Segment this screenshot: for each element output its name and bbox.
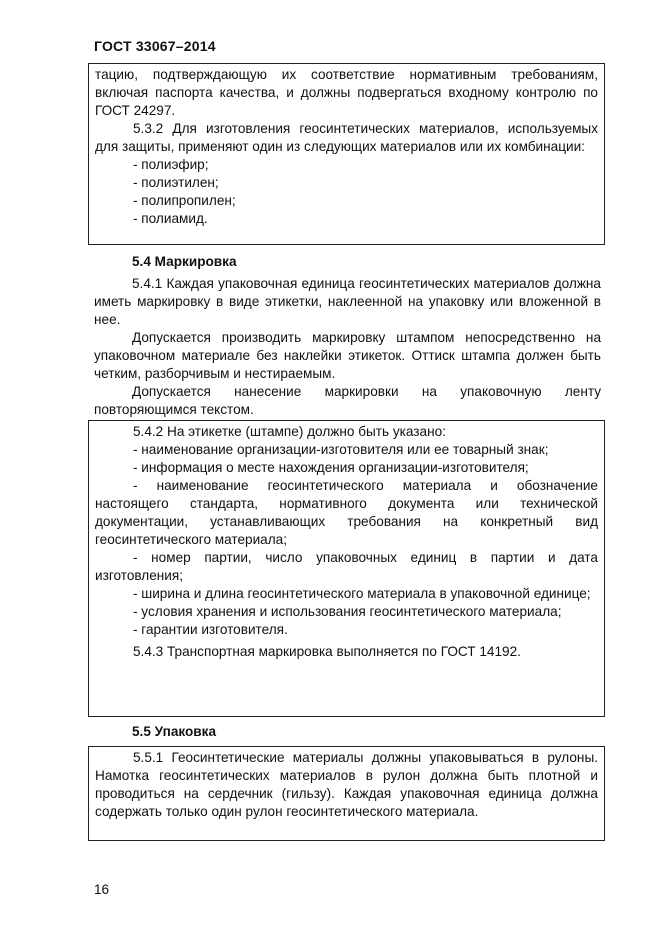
list-item: - ширина и длина геосинтетического материала в упаковочной единице; <box>133 586 591 601</box>
paragraph-5-4-1: 5.4.1 Каждая упаковочная единица геосинтетических материалов должна иметь маркировку в виде этикетки, наклеенной на упаковку или вложенной в нее. <box>94 276 601 327</box>
document-header: ГОСТ 33067–2014 <box>94 38 216 54</box>
list-item: - наименование организации-изготовителя или ее товарный знак; <box>133 442 549 457</box>
list-item: - условия хранения и использования геосинтетического материала; <box>133 604 562 619</box>
list-item: - полиамид. <box>133 211 208 226</box>
paragraph-continuation: тацию, подтверждающую их соответствие нормативным требованиям, включая паспорта качества, и должны подвергаться входному контролю по ГОСТ 24297. <box>95 67 598 118</box>
change-box-2 <box>88 420 605 717</box>
change-box-3 <box>88 746 605 841</box>
list-item: - гарантии изготовителя. <box>133 622 288 637</box>
list-item: - номер партии, число упаковочных единиц в партии и дата изготовления; <box>95 550 598 583</box>
paragraph-stamp: Допускается производить маркировку штампом непосредственно на упаковочном материале без наклейки этикеток. Оттиск штампа должен быть четким, разборчивым и нестираемым. <box>94 330 601 381</box>
paragraph-5-4-3: 5.4.3 Транспортная маркировка выполняется по ГОСТ 14192. <box>133 644 521 659</box>
paragraph-tape: Допускается нанесение маркировки на упаковочную ленту повторяющимся текстом. <box>94 384 601 417</box>
change-box-1 <box>88 63 605 245</box>
list-item: - полипропилен; <box>133 193 236 208</box>
section-5-4 <box>94 253 601 419</box>
section-heading: 5.4 Маркировка <box>132 254 237 269</box>
section-heading: 5.5 Упаковка <box>132 724 217 739</box>
list-item: - информация о месте нахождения организации-изготовителя; <box>133 460 529 475</box>
page-number: 16 <box>94 882 110 897</box>
list-item: - полиэфир; <box>133 157 209 172</box>
list-item: - наименование геосинтетического материала и обозначение настоящего стандарта, нормативного документа или технической документации, устанавливающих требования на конкретный вид геосинтетического материала; <box>95 478 598 547</box>
paragraph-5-3-2: 5.3.2 Для изготовления геосинтетических материалов, используемых для защиты, применяют один из следующих материалов или их комбинации: <box>95 121 598 154</box>
paragraph-5-5-1: 5.5.1 Геосинтетические материалы должны упаковываться в рулоны. Намотка геосинтетических материалов в рулон должна быть плотной и проводиться на сердечник (гильзу). Каждая упаковочная единица должна содержать только один рулон геосинтетического материала. <box>95 750 598 819</box>
paragraph-5-4-2: 5.4.2 На этикетке (штампе) должно быть указано: <box>133 424 446 439</box>
section-5-5 <box>94 723 601 741</box>
list-item: - полиэтилен; <box>133 175 219 190</box>
